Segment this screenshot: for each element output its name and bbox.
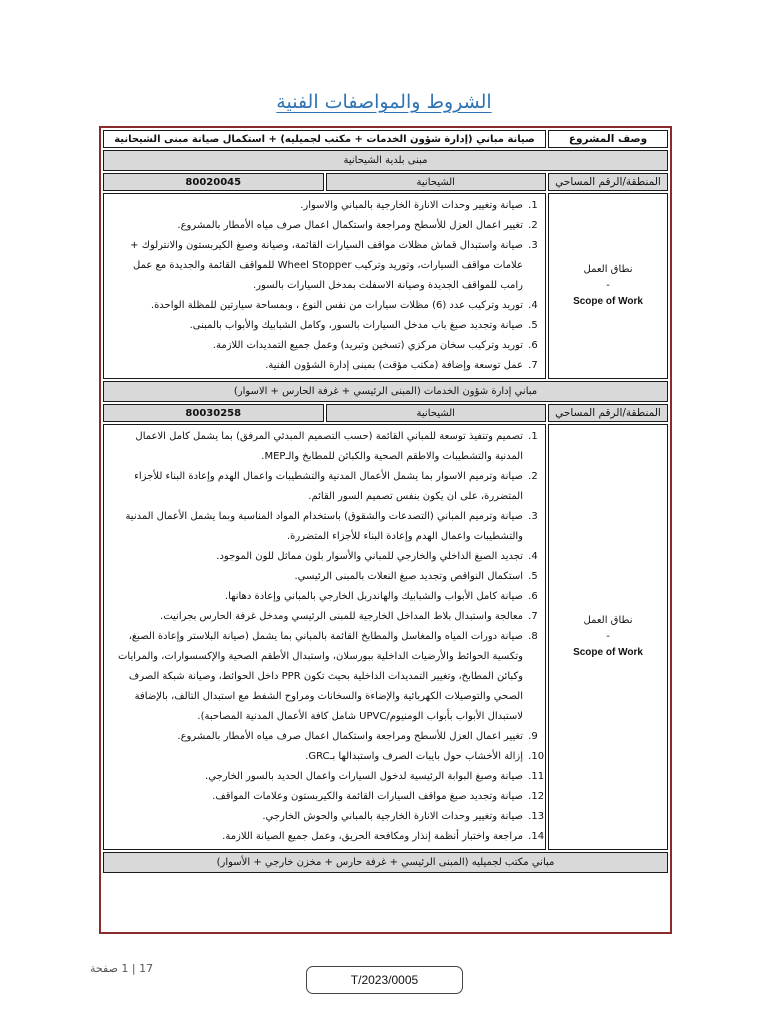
work-label-en: Scope of Work — [573, 296, 643, 307]
region-label-2: المنطقة/الرقم المساحي — [548, 404, 668, 422]
work-label-dash: - — [606, 280, 610, 291]
section2-items — [110, 427, 539, 847]
scope-item: 8. صيانة دورات المياه والمغاسل والمطابخ القائمة بالمباني بما يشمل (صيانة البلاستر وإعادة الصبغ، وتكسية الحوائط والأرضيات الداخلية ببورسلان، واستبدال الأطقم الصحية والإكسسوارات، والمرايات وكبائن المطابخ، وتغيير التمديدات الداخلية بحيث تكون PPR داخل الحوائط، وصيانة شبكة الصرف الصحي والتوصيلات الكهربائية والإضاءة والسخانات ومراوح الشفط مع استبدال التالف، بالإضافة لاستبدال الأبواب بأبواب الومنيوم/UPVC شامل كافة الأعمال المدنية المصاحبة). — [110, 627, 525, 727]
section2-work-row — [103, 424, 668, 850]
section3-header: مباني مكتب لجميليه (المبنى الرئيسي + غرفة حارس + مخزن خارجي + الأسوار) — [103, 852, 668, 873]
scope-item: 11. صيانة وصبغ البوابة الرئيسية لدخول السيارات واعمال الحديد بالسور الخارجي. — [110, 767, 525, 787]
section2-number: 80030258 — [103, 404, 324, 422]
scope-item: 1. تصميم وتنفيذ توسعة للمباني القائمة (حسب التصميم المبدئي المرفق) بما يشمل كامل الاعمال المدنية والتشطيبات والاطقم الصحية والكبائن للمطابخ والـMEP. — [110, 427, 525, 467]
work-label-en-2: Scope of Work — [573, 647, 643, 658]
specs-table — [101, 128, 670, 875]
section1-region-row — [103, 173, 668, 191]
section1-work-row — [103, 193, 668, 379]
scope-item: 3. صيانة وترميم المباني (التصدعات والشقوق) باستخدام المواد المناسبة وبما يشمل الأعمال المدنية والتشطيبات واعمال الهدم وإعادة البناء للأجزاء المتضررة. — [110, 507, 525, 547]
section1-region: الشيحانية — [326, 173, 547, 191]
section1-items-cell — [103, 193, 546, 379]
scope-item: 12. صيانة وتجديد صبغ مواقف السيارات القائمة والكيربستون وعلامات المواقف. — [110, 787, 525, 807]
section3-header-row — [103, 852, 668, 873]
scope-item: 3. صيانة واستبدال قماش مظلات مواقف السيارات القائمة، وصيانة وصبغ الكيربستون والانترلوك + علامات مواقف السيارات، وتوريد وتركيب Wheel Stopper للمواقف القائمة والجديدة مع عمل رامب للمواقف الجديدة وصيانة الاسفلت بمدخل السيارات بالسور. — [110, 236, 525, 296]
scope-item: 5. استكمال النواقص وتجديد صبغ النعلات بالمبنى الرئيسي. — [110, 567, 525, 587]
project-row — [103, 130, 668, 148]
specs-table-frame — [99, 126, 672, 934]
tender-reference: T/2023/0005 — [306, 966, 463, 994]
work-label-ar: نطاق العمل — [583, 264, 633, 275]
scope-item: 6. صيانة كامل الأبواب والشبابيك والهاندربل الخارجي بالمباني وإعادة دهانها. — [110, 587, 525, 607]
scope-item: 4. تجديد الصبغ الداخلي والخارجي للمباني والأسوار بلون مماثل للون الموجود. — [110, 547, 525, 567]
scope-item: 7. معالجة واستبدال بلاط المداخل الخارجية للمبنى الرئيسي ومدخل غرفة الحارس بجرانيت. — [110, 607, 525, 627]
scope-item: 2. تغيير اعمال العزل للأسطح ومراجعة واستكمال اعمال صرف مياه الأمطار بالمشروع. — [110, 216, 525, 236]
work-label-2 — [548, 424, 668, 850]
scope-item: 5. صيانة وتجديد صبغ باب مدخل السيارات بالسور، وكامل الشبابيك والأبواب بالمبنى. — [110, 316, 525, 336]
scope-item: 1. صيانة وتغيير وحدات الانارة الخارجية بالمباني والاسوار. — [110, 196, 525, 216]
scope-item: 7. عمل توسعة وإضافة (مكتب مؤقت) بمبنى إدارة الشؤون الفنية. — [110, 356, 525, 376]
work-label-ar-2: نطاق العمل — [583, 615, 633, 626]
section2-region: الشيحانية — [326, 404, 547, 422]
section2-header: مباني إدارة شؤون الخدمات (المبنى الرئيسي + غرفة الحارس + الاسوار) — [103, 381, 668, 402]
work-label-dash-2: - — [606, 631, 610, 642]
project-label: وصف المشروع — [548, 130, 668, 148]
section2-region-row — [103, 404, 668, 422]
section1-header-row — [103, 150, 668, 171]
work-label — [548, 193, 668, 379]
scope-item: 6. توريد وتركيب سخان مركزي (تسخين وتبريد) وعمل جميع التمديدات اللازمة. — [110, 336, 525, 356]
section2-items-cell — [103, 424, 546, 850]
section1-header: مبنى بلدية الشيحانية — [103, 150, 668, 171]
scope-item: 10. إزالة الأخشاب حول بايبات الصرف واستبدالها بـGRC. — [110, 747, 525, 767]
section2-header-row — [103, 381, 668, 402]
region-label: المنطقة/الرقم المساحي — [548, 173, 668, 191]
page-number: 17 | 1 صفحة — [90, 962, 154, 975]
page-title: الشروط والمواصفات الفنية — [276, 91, 492, 113]
section1-items — [110, 196, 539, 376]
section1-number: 80020045 — [103, 173, 324, 191]
project-description: صيانة مباني (إدارة شؤون الخدمات + مكتب لجميليه) + استكمال صيانة مبنى الشيحانية — [103, 130, 546, 148]
scope-item: 14. مراجعة واختبار أنظمة إنذار ومكافحة الحريق، وعمل جميع الصيانة اللازمة. — [110, 827, 525, 847]
scope-item: 2. صيانة وترميم الاسوار بما يشمل الأعمال المدنية والتشطيبات واعمال الهدم وإعادة البناء للأجزاء المتضررة، على ان يكون بنفس تصميم السور القائم. — [110, 467, 525, 507]
scope-item: 13. صيانة وتغيير وحدات الانارة الخارجية بالمباني والحوش الخارجي. — [110, 807, 525, 827]
scope-item: 9. تغيير اعمال العزل للأسطح ومراجعة واستكمال اعمال صرف مياه الأمطار بالمشروع. — [110, 727, 525, 747]
scope-item: 4. توريد وتركيب عدد (6) مظلات سيارات من نفس النوع ، وبمساحة سيارتين للمظلة الواحدة. — [110, 296, 525, 316]
